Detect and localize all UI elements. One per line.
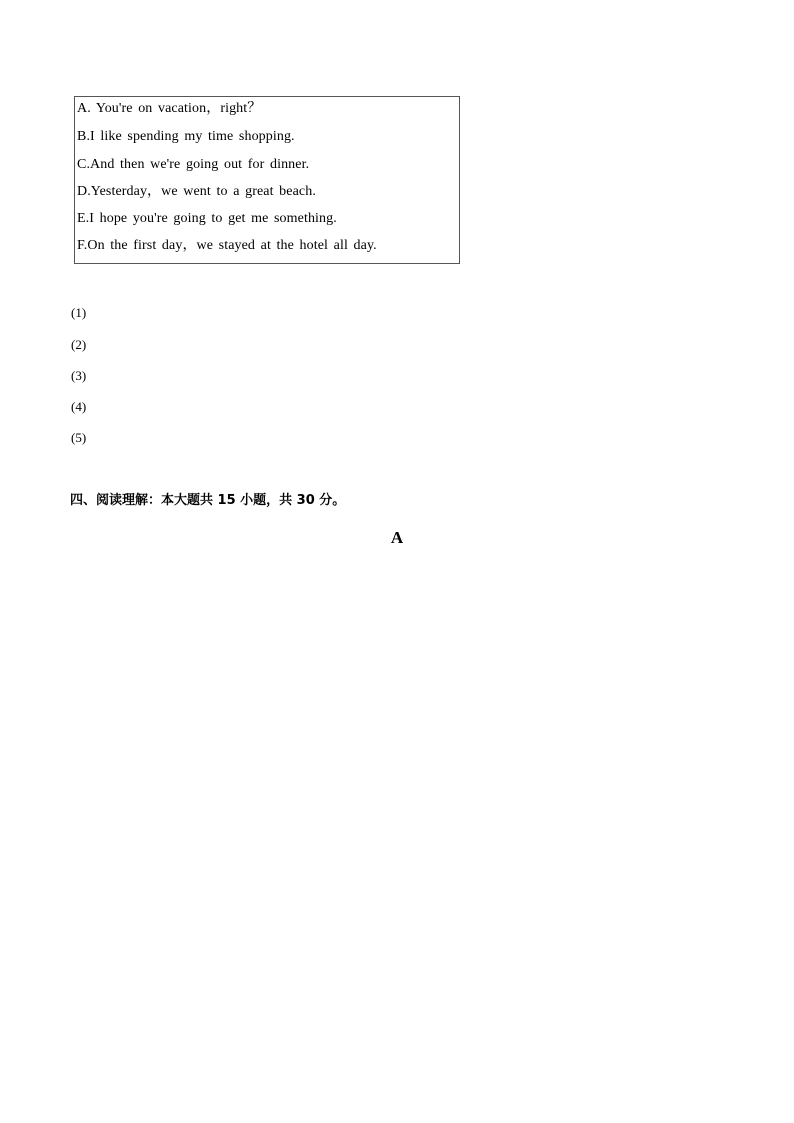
- option-f: F.On the first day，we stayed at the hotel all day.: [77, 238, 377, 253]
- option-a: A. You're on vacation，right？: [77, 101, 262, 116]
- options-box: [74, 96, 460, 264]
- option-b: B.I like spending my time shopping.: [77, 129, 295, 144]
- answer-blank-5: (5): [71, 430, 87, 445]
- answer-blank-2: (2): [71, 337, 87, 352]
- option-e: E.I hope you're going to get me something.: [77, 211, 337, 226]
- passage-label: A: [390, 528, 404, 547]
- answer-blank-1: (1): [71, 305, 87, 320]
- option-c: C.And then we're going out for dinner.: [77, 157, 310, 172]
- answer-blank-3: (3): [71, 368, 87, 383]
- answer-blank-4: (4): [71, 399, 87, 414]
- section-heading: 四、阅读理解：本大题共 15 小题，共 30 分。: [70, 493, 346, 508]
- option-d: D.Yesterday，we went to a great beach.: [77, 184, 316, 199]
